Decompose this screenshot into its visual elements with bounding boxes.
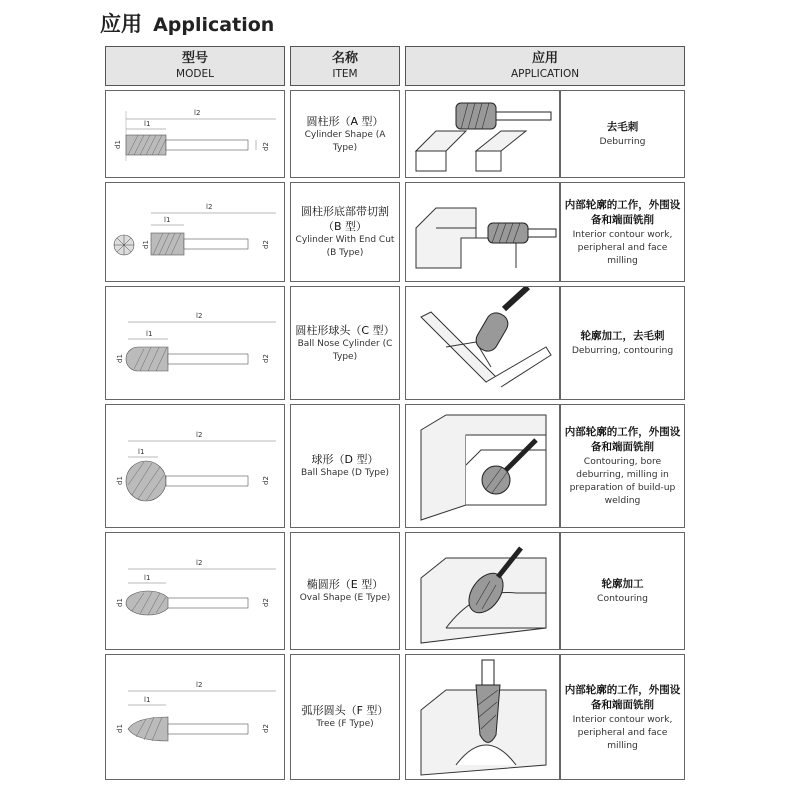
model-drawing xyxy=(105,532,285,650)
desc-zh: 去毛刺 xyxy=(606,121,639,133)
item-name-zh: 球形（D 型） xyxy=(311,453,379,466)
item-name-zh: 圆柱形球头（C 型） xyxy=(295,323,395,337)
dim-l1: l1 xyxy=(146,330,153,338)
face-milling-illustration xyxy=(406,655,561,781)
item-name-en: Cylinder With End Cut (B Type) xyxy=(295,235,395,258)
dim-d1: d1 xyxy=(116,598,124,607)
item-name-en: Ball Shape (D Type) xyxy=(300,468,390,478)
application-description xyxy=(560,532,685,650)
table-header xyxy=(105,46,685,86)
table-row xyxy=(105,286,685,400)
header-model-zh: 型号 xyxy=(181,51,208,66)
ball-nose-burr-drawing xyxy=(106,287,286,401)
item-cell xyxy=(290,654,400,780)
item-cell xyxy=(290,286,400,400)
desc-zh: 内部轮廓的工作，外围设备和端面铣削 xyxy=(564,198,681,226)
application-illustration xyxy=(405,404,560,528)
contouring-illustration xyxy=(406,287,561,401)
application-illustration xyxy=(405,286,560,400)
application-illustration xyxy=(405,90,560,178)
dim-d2: d2 xyxy=(262,240,270,249)
dim-l2: l2 xyxy=(196,681,203,689)
table-row xyxy=(105,532,685,650)
item-name-en: Ball Nose Cylinder (C Type) xyxy=(297,338,393,362)
model-drawing xyxy=(105,404,285,528)
application-description xyxy=(560,182,685,282)
header-application xyxy=(405,46,685,86)
header-model-en: MODEL xyxy=(176,68,214,80)
application-illustration xyxy=(405,654,560,780)
dim-l2: l2 xyxy=(196,559,203,567)
desc-en: Contouring xyxy=(597,593,648,604)
desc-en: Contouring, bore deburring, milling in preparation of build-up welding xyxy=(569,456,676,506)
dim-l1: l1 xyxy=(138,448,145,456)
dim-d2: d2 xyxy=(262,354,270,363)
item-name-zh: 弧形圆头（F 型） xyxy=(301,704,389,717)
desc-zh: 轮廓加工 xyxy=(601,578,644,590)
item-cell xyxy=(290,532,400,650)
header-item-zh: 名称 xyxy=(331,51,358,66)
table-row xyxy=(105,90,685,178)
dim-l2: l2 xyxy=(196,312,203,320)
dim-d1: d1 xyxy=(116,476,124,485)
header-application-en: APPLICATION xyxy=(510,68,580,80)
dim-l1: l1 xyxy=(144,574,151,582)
item-name-zh: 圆柱形（A 型） xyxy=(306,114,384,128)
desc-en: Interior contour work, peripheral and face milling xyxy=(572,228,673,266)
application-description xyxy=(560,286,685,400)
model-drawing xyxy=(105,654,285,780)
dim-l1: l1 xyxy=(144,120,151,128)
dim-d2: d2 xyxy=(262,598,270,607)
interior-contour-illustration xyxy=(406,183,561,283)
application-illustration xyxy=(405,182,560,282)
desc-en: Deburring, contouring xyxy=(571,345,674,356)
application-description xyxy=(560,404,685,528)
dim-d2: d2 xyxy=(262,724,270,733)
desc-zh: 内部轮廓的工作，外围设备和端面铣削 xyxy=(564,683,681,711)
application-description xyxy=(560,90,685,178)
oval-burr-drawing xyxy=(106,533,286,651)
item-name-en: Tree (F Type) xyxy=(316,719,374,729)
model-drawing xyxy=(105,286,285,400)
dim-d2: d2 xyxy=(262,142,270,151)
ball-burr-drawing xyxy=(106,405,286,529)
desc-zh: 内部轮廓的工作，外围设备和端面铣削 xyxy=(564,426,681,453)
desc-en: Deburring xyxy=(599,136,646,147)
header-model xyxy=(105,46,285,86)
table-row xyxy=(105,404,685,528)
model-drawing xyxy=(105,90,285,178)
cylinder-burr-drawing xyxy=(106,91,286,179)
item-cell xyxy=(290,182,400,282)
deburring-illustration xyxy=(406,91,561,179)
dim-l1: l1 xyxy=(164,216,171,224)
end-cut-burr-drawing xyxy=(106,183,286,283)
application-illustration xyxy=(405,532,560,650)
application-description xyxy=(560,654,685,780)
tree-burr-drawing xyxy=(106,655,286,781)
dim-l2: l2 xyxy=(194,109,201,117)
model-drawing xyxy=(105,182,285,282)
header-item-en: ITEM xyxy=(332,68,358,80)
header-item xyxy=(290,46,400,86)
item-cell xyxy=(290,90,400,178)
item-name-en: Cylinder Shape (A Type) xyxy=(304,129,386,153)
dim-l2: l2 xyxy=(206,203,213,211)
dim-d1: d1 xyxy=(116,354,124,363)
item-name-zh: 椭圆形（E 型） xyxy=(306,578,384,591)
dim-d1: d1 xyxy=(142,240,150,249)
dim-l1: l1 xyxy=(144,696,151,704)
table-row xyxy=(105,654,685,780)
dim-d1: d1 xyxy=(114,140,122,149)
title-zh: 应用 xyxy=(100,12,142,36)
oval-contouring-illustration xyxy=(406,533,561,651)
bore-deburring-illustration xyxy=(406,405,561,529)
desc-en: Interior contour work, peripheral and face milling xyxy=(572,713,673,751)
dim-d1: d1 xyxy=(116,724,124,733)
item-name-zh: 圆柱形底部带切割（B 型） xyxy=(301,205,389,233)
table-row xyxy=(105,182,685,282)
item-cell xyxy=(290,404,400,528)
title-en: Application xyxy=(153,14,275,36)
dim-d2: d2 xyxy=(262,476,270,485)
page-title xyxy=(100,8,274,40)
item-name-en: Oval Shape (E Type) xyxy=(299,593,391,603)
desc-zh: 轮廓加工，去毛刺 xyxy=(580,330,665,342)
dim-l2: l2 xyxy=(196,431,203,439)
header-application-zh: 应用 xyxy=(531,51,558,66)
